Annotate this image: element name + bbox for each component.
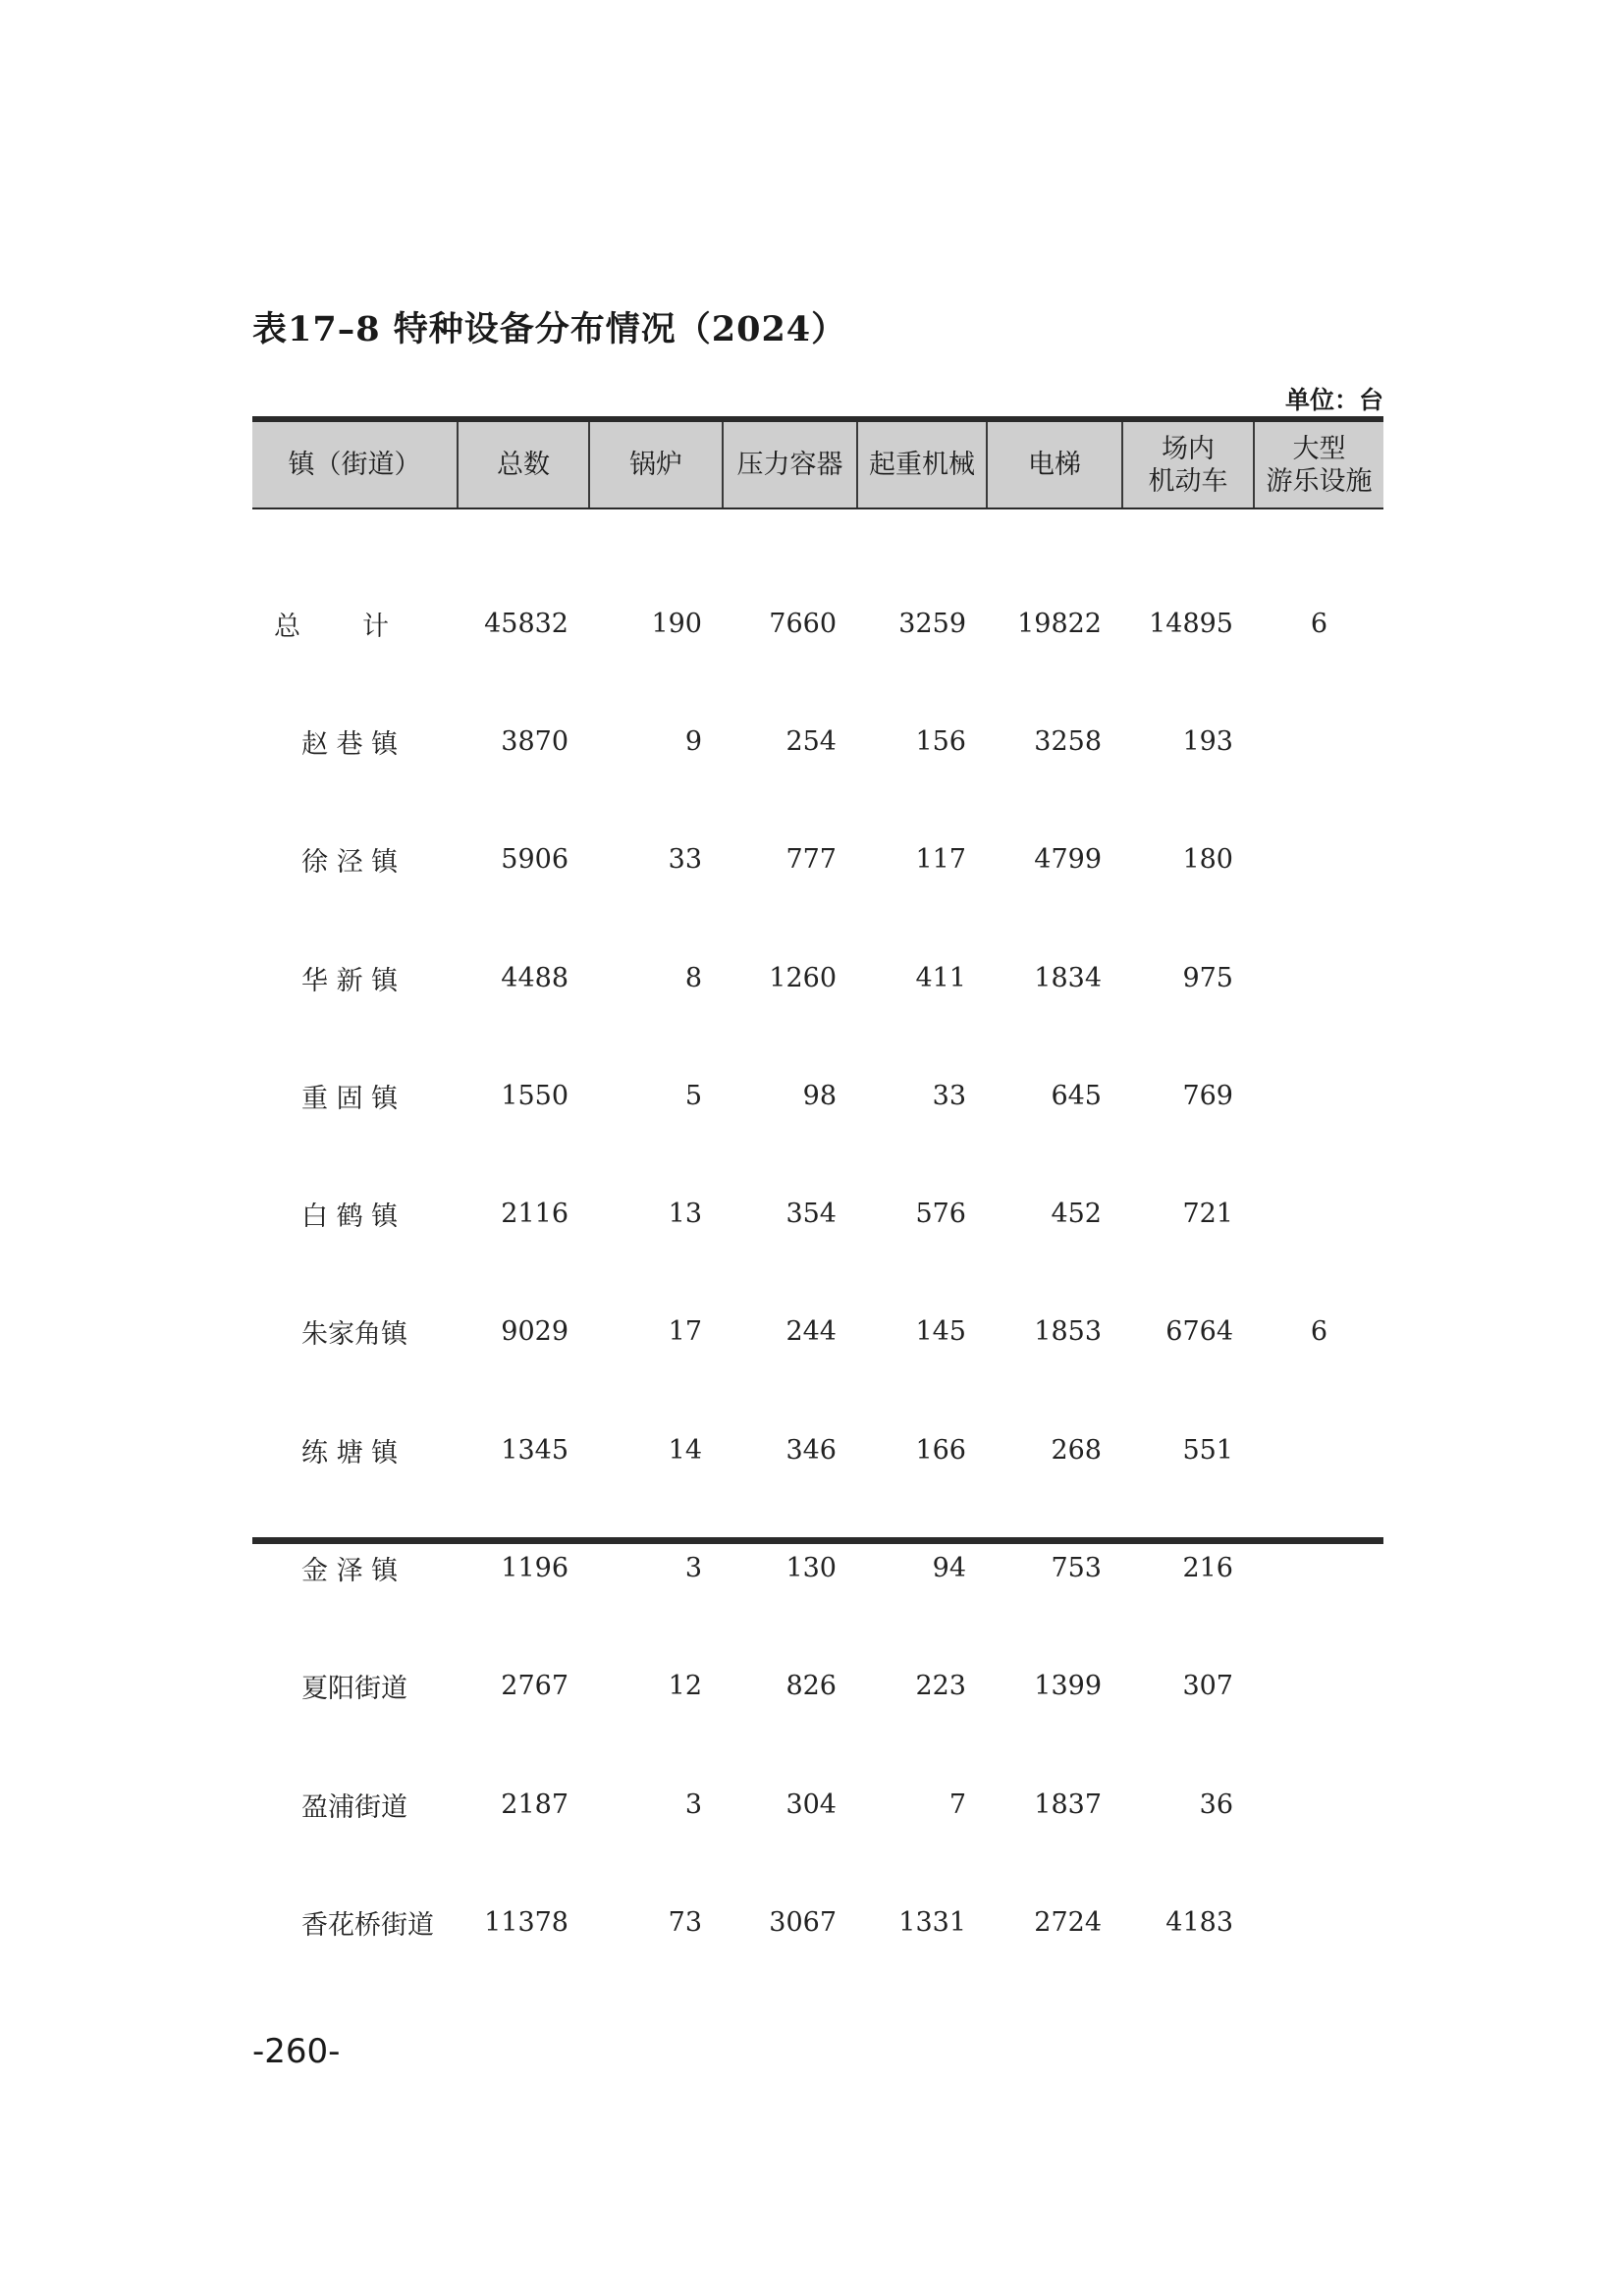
table-row	[252, 682, 1383, 800]
cell-boiler: 9	[684, 725, 702, 757]
cell-total: 1550	[501, 1080, 568, 1111]
table-header	[252, 422, 1383, 509]
cell-pressure-vessel: 7660	[769, 608, 837, 639]
header-boiler: 锅炉	[590, 422, 724, 507]
cell-boiler: 17	[668, 1316, 702, 1348]
cell-elevator: 2724	[1034, 1906, 1102, 1938]
cell-boiler: 8	[684, 962, 702, 993]
cell-lifting: 166	[915, 1434, 966, 1466]
row-name: 徐 泾 镇	[301, 847, 399, 879]
table-row	[252, 1628, 1383, 1745]
row-name: 练 塘 镇	[301, 1437, 399, 1468]
cell-elevator: 268	[1051, 1434, 1102, 1466]
row-name: 白 鹤 镇	[301, 1201, 399, 1233]
cell-pressure-vessel: 98	[802, 1080, 837, 1111]
cell-pressure-vessel: 130	[785, 1553, 837, 1584]
cell-vehicle: 180	[1182, 844, 1233, 876]
table-row	[252, 1391, 1383, 1509]
header-pressure-vessel: 压力容器	[724, 422, 858, 507]
cell-vehicle: 216	[1182, 1553, 1233, 1584]
cell-lifting: 3259	[898, 608, 966, 639]
cell-lifting: 1331	[898, 1906, 966, 1938]
cell-vehicle: 14895	[1149, 608, 1233, 639]
cell-vehicle: 6764	[1165, 1316, 1233, 1348]
cell-pressure-vessel: 1260	[769, 962, 837, 993]
header-lifting-machinery: 起重机械	[858, 422, 988, 507]
cell-lifting: 411	[915, 962, 966, 993]
unit-label: 单位：台	[1284, 386, 1383, 414]
header-total: 总数	[459, 422, 590, 507]
cell-total: 2116	[501, 1199, 568, 1230]
cell-vehicle: 721	[1182, 1199, 1233, 1230]
row-name: 赵 巷 镇	[301, 728, 399, 760]
header-town: 镇（街道）	[252, 422, 459, 507]
cell-lifting: 7	[948, 1789, 966, 1820]
cell-vehicle: 551	[1182, 1434, 1233, 1466]
table-row	[252, 801, 1383, 919]
cell-boiler: 73	[668, 1906, 702, 1938]
data-table	[252, 416, 1383, 1941]
table-row	[252, 1154, 1383, 1272]
table-row	[252, 1273, 1383, 1391]
table-row	[252, 919, 1383, 1037]
cell-pressure-vessel: 354	[785, 1199, 837, 1230]
cell-boiler: 190	[651, 608, 702, 639]
cell-lifting: 576	[915, 1199, 966, 1230]
cell-amusement: 6	[1310, 1316, 1328, 1348]
cell-total: 2187	[501, 1789, 568, 1820]
row-name: 朱家角镇	[301, 1319, 407, 1351]
cell-boiler: 12	[668, 1671, 702, 1702]
row-name: 夏阳街道	[301, 1674, 407, 1705]
table-row	[252, 1863, 1383, 1981]
table-body	[252, 509, 1383, 1941]
cell-boiler: 14	[668, 1434, 702, 1466]
cell-elevator: 1834	[1034, 962, 1102, 993]
cell-vehicle: 769	[1182, 1080, 1233, 1111]
row-name: 香花桥街道	[301, 1909, 434, 1941]
table-title: 表17–8 特种设备分布情况（2024）	[252, 309, 847, 349]
cell-pressure-vessel: 346	[785, 1434, 837, 1466]
cell-pressure-vessel: 777	[785, 844, 837, 876]
cell-pressure-vessel: 244	[785, 1316, 837, 1348]
cell-lifting: 156	[915, 725, 966, 757]
cell-lifting: 223	[915, 1671, 966, 1702]
table-row	[252, 1037, 1383, 1154]
cell-vehicle: 193	[1182, 725, 1233, 757]
cell-elevator: 19822	[1017, 608, 1102, 639]
cell-lifting: 117	[915, 844, 966, 876]
cell-lifting: 145	[915, 1316, 966, 1348]
cell-total: 5906	[501, 844, 568, 876]
cell-pressure-vessel: 254	[785, 725, 837, 757]
cell-elevator: 753	[1051, 1553, 1102, 1584]
cell-elevator: 3258	[1034, 725, 1102, 757]
cell-elevator: 1399	[1034, 1671, 1102, 1702]
cell-total: 9029	[501, 1316, 568, 1348]
cell-boiler: 33	[668, 844, 702, 876]
cell-vehicle: 307	[1182, 1671, 1233, 1702]
cell-boiler: 13	[668, 1199, 702, 1230]
cell-pressure-vessel: 304	[785, 1789, 837, 1820]
row-name: 金 泽 镇	[301, 1556, 399, 1587]
row-name: 盈浦街道	[301, 1791, 407, 1823]
cell-boiler: 3	[684, 1789, 702, 1820]
cell-pressure-vessel: 3067	[769, 1906, 837, 1938]
page-number: -260-	[252, 2032, 341, 2071]
bottom-rule	[252, 1537, 1383, 1544]
cell-amusement: 6	[1310, 608, 1328, 639]
cell-total: 4488	[501, 962, 568, 993]
table-row	[252, 1509, 1383, 1627]
cell-elevator: 4799	[1034, 844, 1102, 876]
header-site-vehicle: 场内 机动车	[1123, 422, 1255, 507]
header-elevator: 电梯	[988, 422, 1123, 507]
cell-vehicle: 36	[1199, 1789, 1233, 1820]
cell-elevator: 1837	[1034, 1789, 1102, 1820]
header-amusement-facility: 大型 游乐设施	[1266, 433, 1373, 497]
cell-vehicle: 975	[1182, 962, 1233, 993]
cell-total: 1345	[501, 1434, 568, 1466]
row-name: 重 固 镇	[301, 1083, 399, 1114]
cell-total: 1196	[501, 1553, 568, 1584]
cell-total: 2767	[501, 1671, 568, 1702]
cell-boiler: 3	[684, 1553, 702, 1584]
cell-total: 3870	[501, 725, 568, 757]
cell-pressure-vessel: 826	[785, 1671, 837, 1702]
cell-elevator: 452	[1051, 1199, 1102, 1230]
table-row	[252, 1745, 1383, 1863]
cell-total: 11378	[484, 1906, 568, 1938]
row-name: 总 计	[274, 611, 406, 642]
cell-boiler: 5	[684, 1080, 702, 1111]
cell-lifting: 33	[932, 1080, 966, 1111]
cell-elevator: 645	[1051, 1080, 1102, 1111]
cell-elevator: 1853	[1034, 1316, 1102, 1348]
cell-lifting: 94	[932, 1553, 966, 1584]
cell-vehicle: 4183	[1165, 1906, 1233, 1938]
table-row-total	[252, 564, 1383, 682]
cell-total: 45832	[484, 608, 568, 639]
row-name: 华 新 镇	[301, 965, 399, 996]
